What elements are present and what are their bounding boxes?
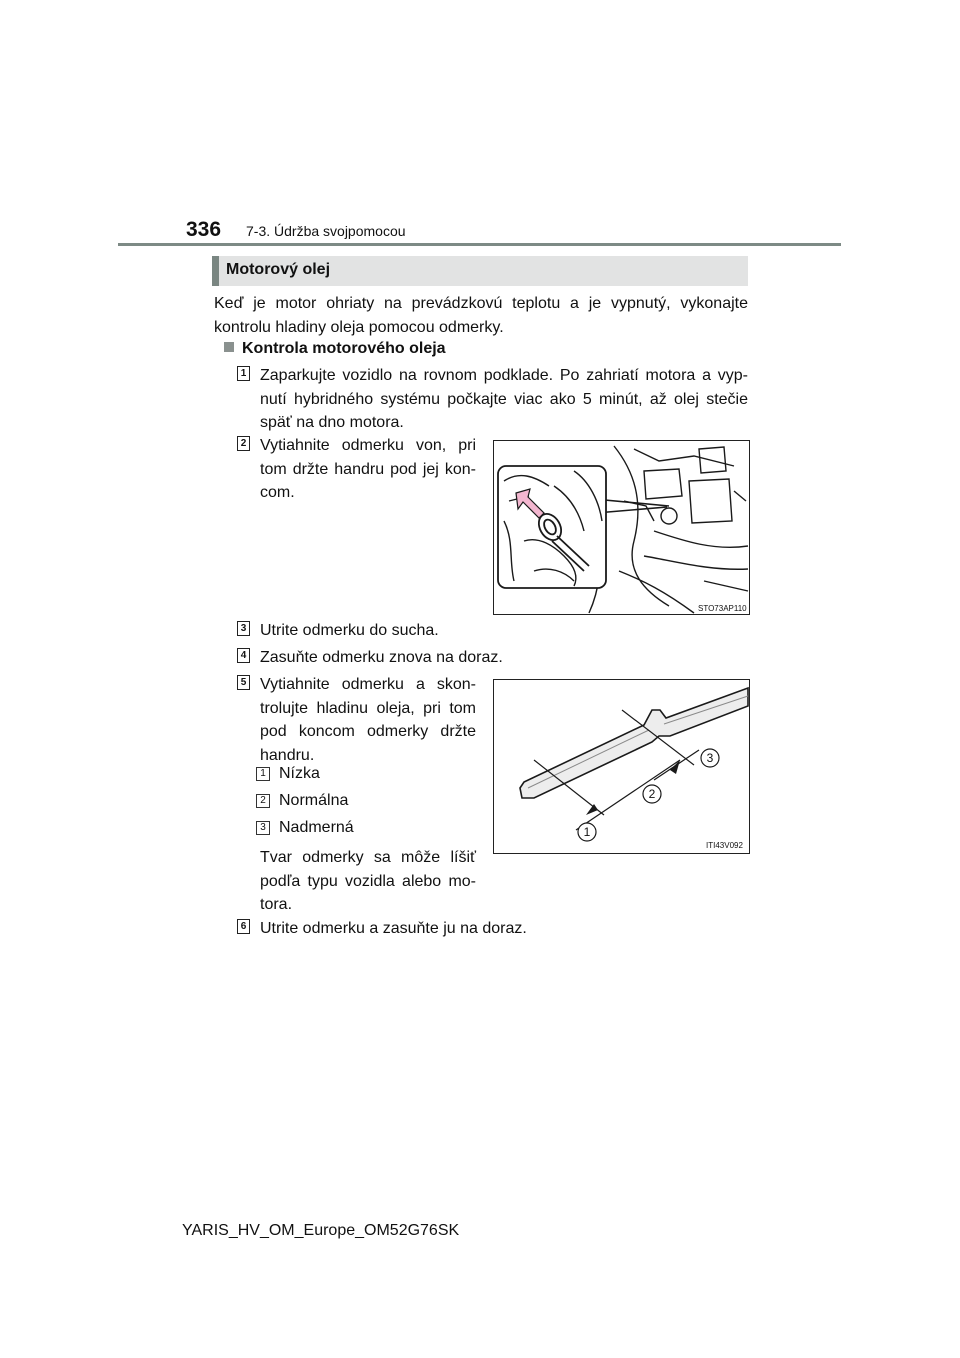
legend-label: Normálna [279,792,349,809]
dipstick-figure [493,679,750,854]
header-rule [118,243,841,246]
step-number: 3 [237,621,250,636]
step-number: 1 [237,366,250,381]
step-text: Vytiahnite odmerku a skon-trolujte hladinu oleja, pri tom pod koncom odmerky držte handru. [260,676,476,764]
step-number: 4 [237,648,250,663]
step-text: Zasuňte odmerku znova na doraz. [260,649,503,666]
legend-label: Nízka [279,765,320,782]
note-text: Tvar odmerky sa môže líšiť podľa typu vozidla alebo mo-tora. [260,849,476,913]
step-number: 2 [237,436,250,451]
legend-number: 2 [256,794,270,808]
footer-doc-id: YARIS_HV_OM_Europe_OM52G76SK [182,1222,460,1239]
step-number: 6 [237,919,250,934]
legend-label: Nadmerná [279,819,354,836]
step-text: Utrite odmerku do sucha. [260,622,439,639]
figure-code: ITI43V092 [706,841,743,850]
callout-label: 3 [706,751,714,765]
page-number: 336 [186,218,222,241]
step-text: Zaparkujte vozidlo na rovnom podklade. Po zahriatí motora a vyp-nutí hybridného systému počkajte viac ako 5 minút, až olej stečie späť na dno motora. [260,367,748,431]
legend-number: 1 [256,767,270,781]
intro-paragraph: Keď je motor ohriaty na prevádzkovú teplotu a je vypnutý, vykonajte kontrolu hladiny oleja pomocou odmerky. [214,295,748,336]
step-text: Vytiahnite odmerku von, pri tom držte handru pod jej kon-com. [260,437,476,501]
section-title: 7-3. Údržba svojpomocou [246,223,406,239]
callout-label: 1 [583,825,591,839]
step-text: Utrite odmerku a zasuňte ju na doraz. [260,920,527,937]
engine-bay-illustration [494,441,749,614]
figure-code: STO73AP110 [698,604,747,613]
legend-number: 3 [256,821,270,835]
dipstick-illustration [494,680,749,853]
heading-marker [212,256,219,286]
callout-label: 2 [648,787,656,801]
page-heading: Motorový olej [226,261,331,278]
subheading-text: Kontrola motorového oleja [242,340,446,357]
square-bullet-icon [224,342,234,352]
subheading [224,340,446,358]
step-number: 5 [237,675,250,690]
engine-bay-figure [493,440,750,615]
